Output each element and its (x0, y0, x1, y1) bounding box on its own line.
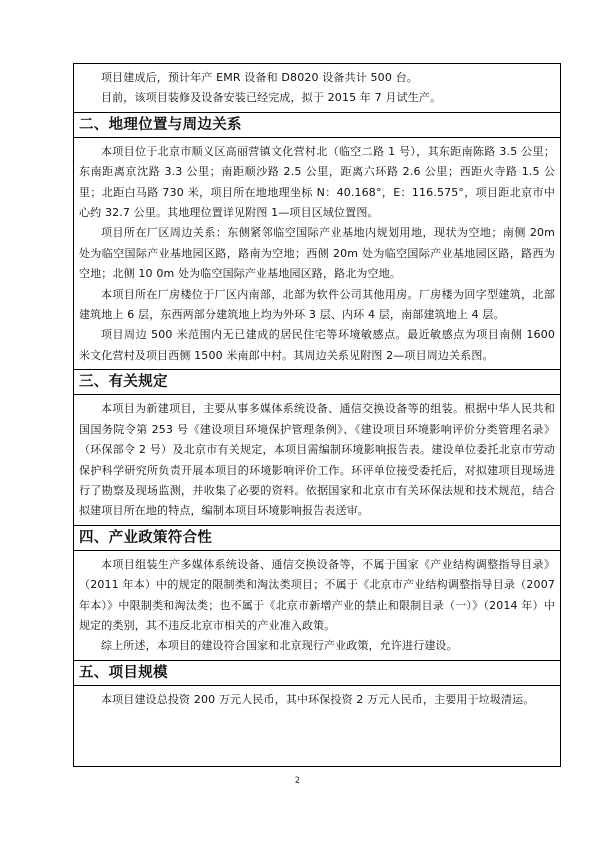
report-table (73, 63, 561, 767)
section-heading-project-scale: 五、项目规模 (74, 661, 560, 686)
body-paragraph: 综上所述，本项目的建设符合国家和北京现行产业政策，允许进行建设。 (101, 639, 458, 653)
section-heading-industry-policy: 四、产业政策符合性 (74, 526, 560, 551)
body-paragraph: 本项目组装生产多媒体系统设备、通信交换设备等，不属于国家《产业结构调整指导目录》（2011 年本）中的规定的限制类和淘汰类项目；不属于《北京市产业结构调整指导目录（2007 年本）》中限制类和淘汰类；也不属于《北京市新增产业的禁止和限制目录（一）》（2014 年）中规定的类别，其不违反北京市相关的产业准入政策。 (79, 557, 555, 632)
page-number: 2 (294, 776, 301, 786)
body-paragraph: 目前，该项目装修及设备安装已经完成，拟于 2015 年 7 月试生产。 (101, 91, 442, 105)
body-paragraph: 项目建成后，预计年产 EMR 设备和 D8020 设备共计 500 台。 (101, 71, 418, 84)
section-body-regulations (74, 395, 560, 525)
body-paragraph: 项目所在厂区周边关系：东侧紧邻临空国际产业基地内规划用地，现状为空地；南侧 20m 处为临空国际产业基地园区路，路南为空地；西侧 20m 处为临空国际产业基地园区路，路西为空地；北侧 10 0m 处为临空国际产业基地园区路，路北为空地。 (79, 226, 555, 281)
section-heading-location: 二、地理位置与周边关系 (74, 113, 560, 138)
section-body-industry-policy (74, 551, 560, 661)
project-summary-block (74, 64, 560, 113)
section-heading-regulations: 三、有关规定 (74, 370, 560, 395)
body-paragraph: 本项目位于北京市顺义区高丽营镇文化营村北（临空二路 1 号），其东距南陈路 3.5 公里；东南距离京沈路 3.3 公里；南距顺沙路 2.5 公里，距离六环路 2.6 公里；西距火寺路 1.5 公里；北距白马路 730 米，项目所在地地理坐标 N：40.168°，E：116.575°，项目距北京市中心约 32.7 公里。其地理位置详见附图 1—项目区域位置图。 (79, 144, 555, 220)
body-paragraph: 项目周边 500 米范围内无已建成的居民住宅等环境敏感点。最近敏感点为项目南侧 1600 米文化营村及项目西侧 1500 米南郎中村。其周边关系见附图 2—项目周边关系图。 (79, 328, 555, 362)
section-body-project-scale (74, 686, 560, 713)
body-paragraph: 本项目所在厂房楼位于厂区内南部，北部为软件公司其他用房。厂房楼为回字型建筑，北部建筑地上 6 层，东西两部分建筑地上均为外环 3 层、内环 4 层，南部建筑地上 4 层。 (79, 287, 555, 322)
body-paragraph: 本项目建设总投资 200 万元人民币，其中环保投资 2 万元人民币，主要用于垃圾清运。 (101, 692, 535, 706)
body-paragraph: 本项目为新建项目，主要从事多媒体系统设备、通信交换设备等的组装。根据中华人民共和国国务院令第 253 号《建设项目环境保护管理条例》、《建设项目环境影响评价分类管理名录》（环保部令 2 号）及北京市有关规定，本项目需编制环境影响报告表。建设单位委托北京市劳动保护科学研究所负责开展本项目的环境影响评价工作。环评单位接受委托后，对拟建项目现场进行了勘察及现场监测，并收集了必要的资料。依据国家和北京市有关环保法规和技术规范，结合拟建项目所在地的特点，编制本项目环境影响报告表送审。 (79, 402, 555, 518)
section-body-location (74, 138, 560, 370)
